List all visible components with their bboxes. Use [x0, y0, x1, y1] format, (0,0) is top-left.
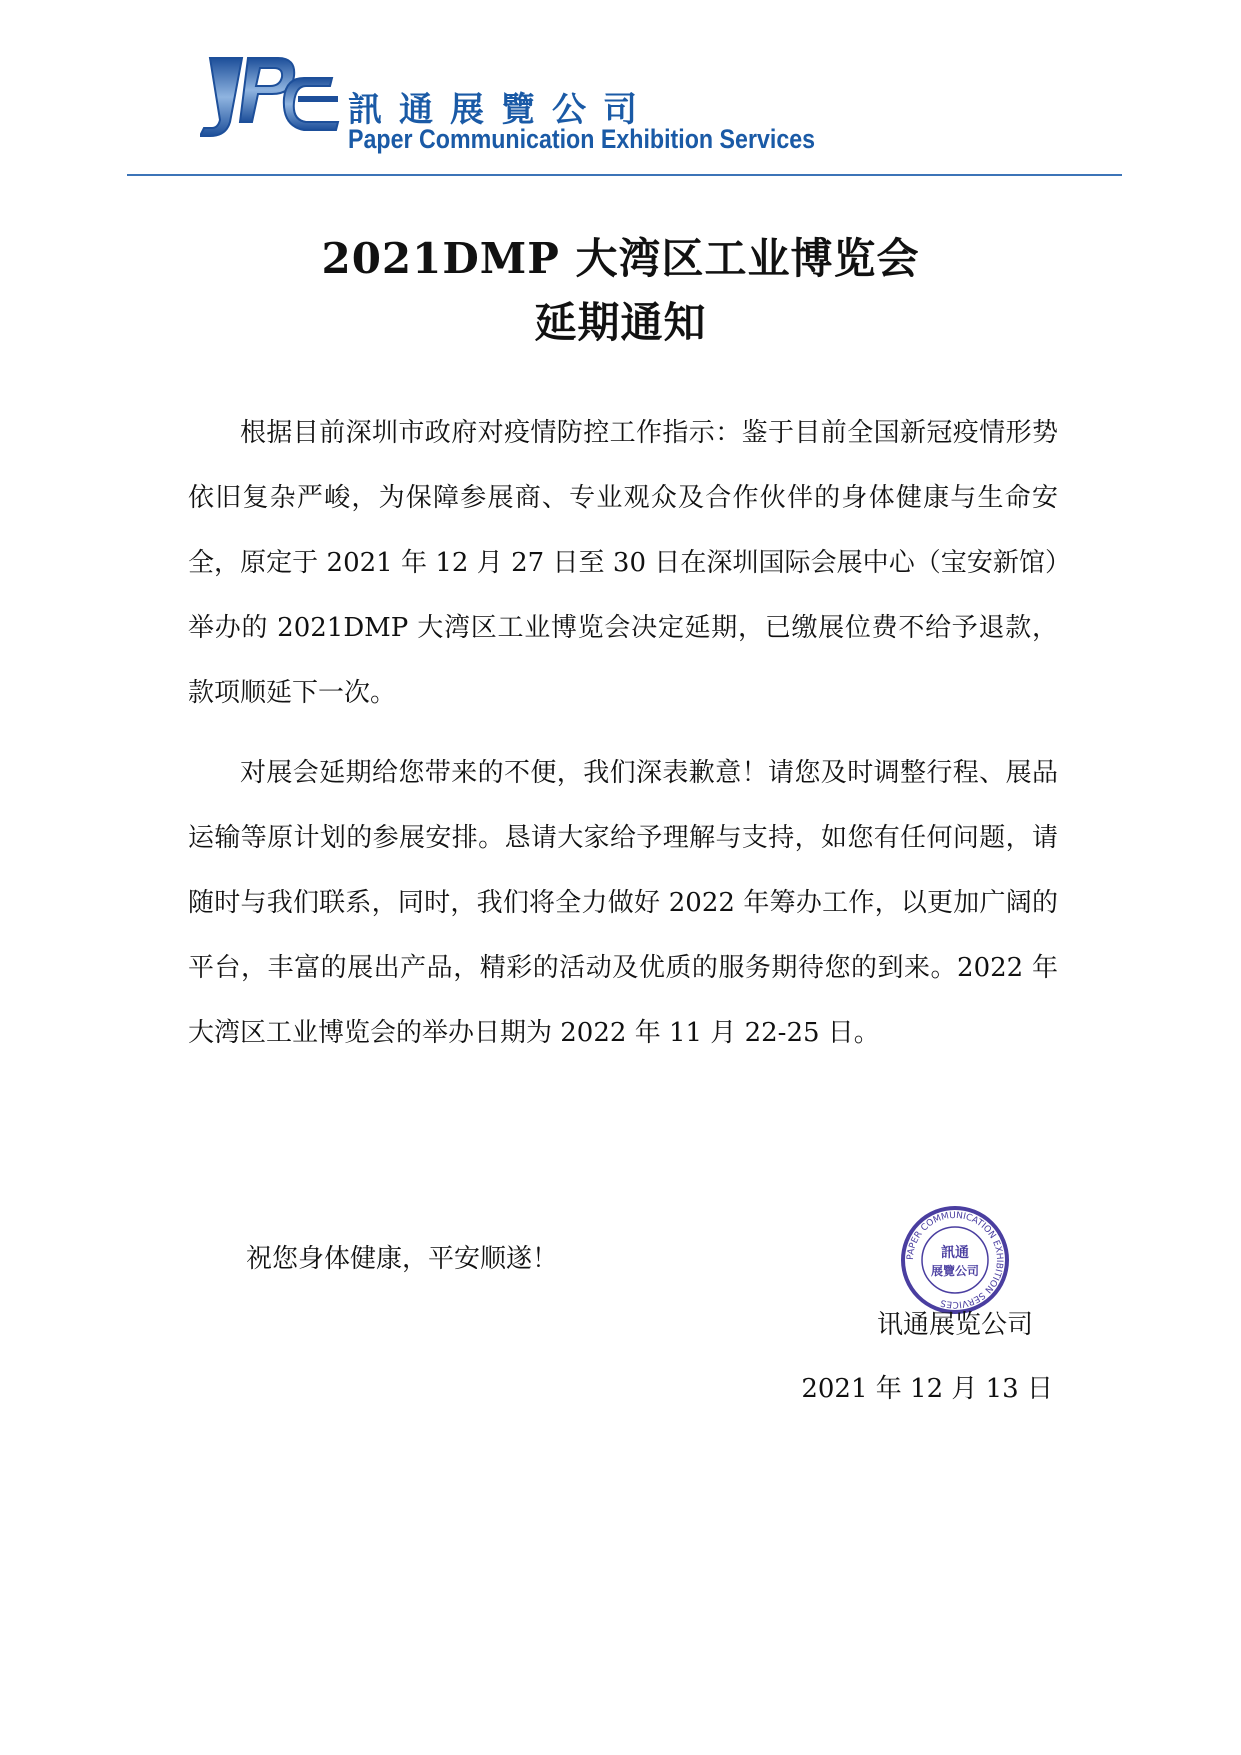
letterhead	[200, 52, 820, 157]
paragraph-apology: 对展会延期给您带来的不便，我们深表歉意！请您及时调整行程、展品运输等原计划的参展安排。恳请大家给予理解与支持，如您有任何问题，请随时与我们联系，同时，我们将全力做好 2022 年筹办工作，以更加广阔的平台，丰富的展出产品，精彩的活动及优质的服务期待您的到来。2022 年大湾区工业博览会的举办日期为 2022 年 11 月 22-25 日。	[188, 758, 1058, 1048]
seal-text-bottom: 展覽公司	[930, 1264, 980, 1278]
signature-date: 2021 年 12 月 13 日	[801, 1374, 1053, 1404]
company-seal-icon	[900, 1205, 1010, 1315]
seal-text-top: 訊通	[941, 1245, 969, 1261]
header-divider	[127, 174, 1122, 176]
jpc-logo-icon	[200, 52, 340, 142]
notice-title: 2021DMP 大湾区工业博览会	[321, 234, 920, 283]
paragraph-postponement: 根据目前深圳市政府对疫情防控工作指示：鉴于目前全国新冠疫情形势依旧复杂严峻，为保障参展商、专业观众及合作伙伴的身体健康与生命安全，原定于 2021 年 12 月 27 日至 30 日在深圳国际会展中心（宝安新馆）举办的 2021DMP 大湾区工业博览会决定延期，已缴展位费不给予退款，款项顺延下一次。	[188, 418, 1058, 708]
closing-greeting: 祝您身体健康，平安顺遂！	[246, 1244, 559, 1274]
notice-subtitle: 延期通知	[534, 298, 707, 347]
company-name-cn: 訊通展覽公司	[348, 90, 654, 130]
notice-body	[188, 401, 1058, 1066]
company-name-en: Paper Communication Exhibition Services	[348, 124, 816, 154]
seal-ring-text: PAPER COMMUNICATION EXHIBITION SERVICES	[905, 1210, 1005, 1310]
signer-company: 讯通展览公司	[876, 1310, 1033, 1340]
